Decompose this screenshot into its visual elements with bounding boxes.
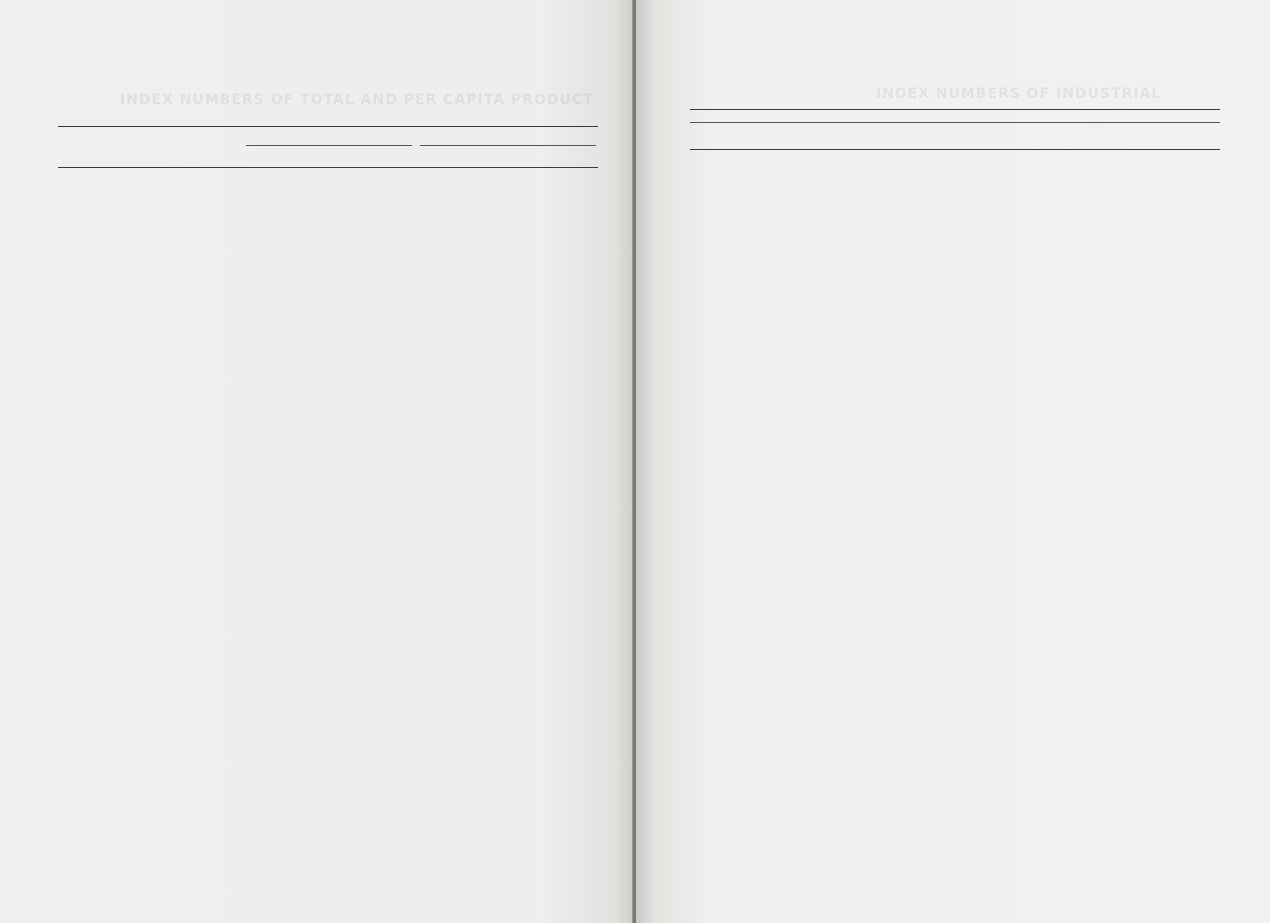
percapita-group-rule	[420, 145, 596, 146]
right-top-rule-1	[690, 109, 1220, 110]
left-page	[0, 0, 634, 923]
right-top-rule-2	[690, 122, 1220, 123]
right-page	[636, 0, 1270, 923]
left-top-rule	[58, 126, 598, 127]
show-through-text: INDEX NUMBERS OF INDUSTRIAL	[876, 86, 1162, 102]
left-header-rule	[58, 167, 598, 168]
show-through-text: INDEX NUMBERS OF TOTAL AND PER CAPITA PRODUCT	[120, 92, 594, 108]
total-group-rule	[246, 145, 412, 146]
right-header-rule	[690, 149, 1220, 150]
